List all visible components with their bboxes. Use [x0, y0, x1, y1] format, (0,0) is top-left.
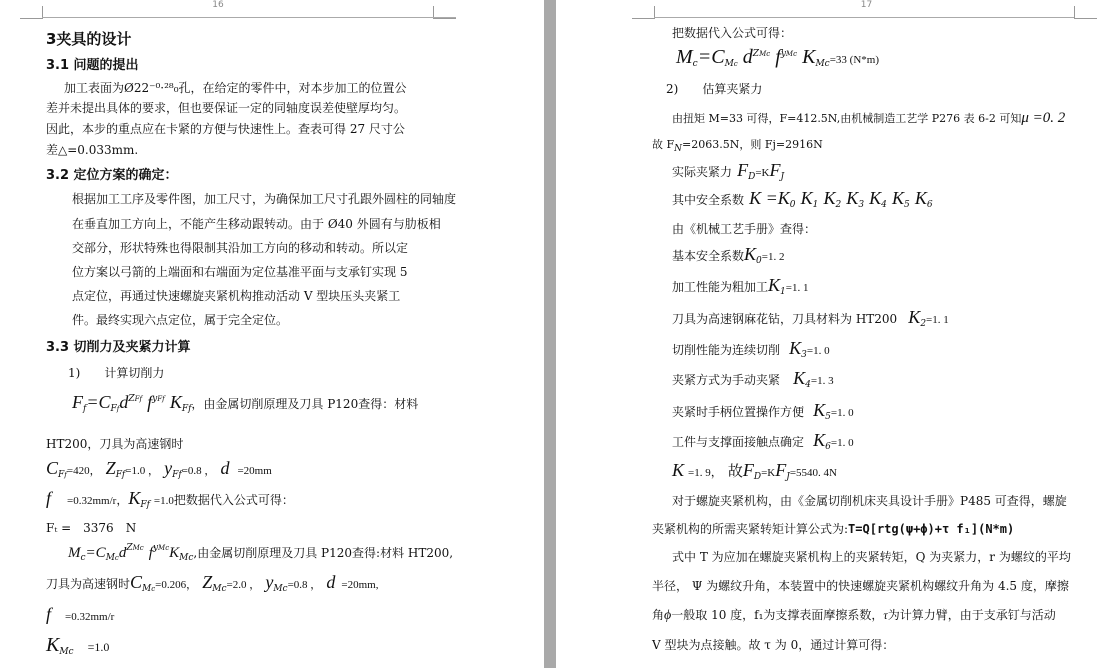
formula-subscript: 3: [858, 200, 865, 210]
cutting-force-result: Fₜ = 3376 N: [46, 521, 137, 535]
formula-subscript: 6: [825, 442, 831, 452]
formula-symbol: K: [46, 634, 60, 656]
formula-symbol: K: [802, 46, 816, 68]
formula-symbol: d: [118, 545, 127, 561]
formula-symbol: K: [744, 244, 757, 264]
formula-subscript: 2: [835, 200, 842, 210]
heading-3-3: 3.3 切削力及夹紧力计算: [46, 340, 191, 355]
formula-subscript: Ff: [181, 404, 192, 414]
formula-subscript: M: [142, 584, 152, 594]
formula-subscript: f: [116, 405, 120, 413]
formula-symbol: F: [769, 160, 781, 180]
parameter-line: [46, 458, 272, 480]
factor-label: 夹紧方式为手动夹紧: [672, 373, 781, 387]
formula-symbol: C: [130, 572, 143, 592]
formula-symbol: K: [800, 188, 813, 208]
factor-k2: [672, 307, 949, 329]
formula-subscript: 0: [756, 256, 762, 266]
factor-k4: [672, 368, 834, 390]
formula-symbol: f: [147, 392, 153, 412]
formula-symbol: f: [148, 545, 153, 561]
paragraph-line: 半径， Ψ 为螺纹升角，本装置中的快速螺旋夹紧机构螺纹升角为 4.5 度，摩擦: [652, 579, 1069, 593]
parameter-value: =420，: [66, 465, 101, 477]
formula-subscript: 4: [805, 380, 811, 390]
formula-symbol: d: [220, 458, 230, 478]
formula-symbol: K: [789, 338, 802, 358]
parameter-line: [46, 488, 294, 510]
factor-k3: [672, 338, 830, 360]
formula-symbol: K: [793, 368, 806, 388]
formula-subscript: 4: [881, 200, 887, 210]
parameter-line: [46, 604, 114, 625]
text-run: 一般取 10 度，f₁为支撑表面摩擦系数，: [671, 608, 884, 622]
formula-subscript: f: [83, 404, 87, 414]
formula-subscript: Mc: [212, 584, 227, 594]
text-run: 其中安全系数: [672, 193, 745, 207]
page-number: 17: [860, 0, 873, 10]
text-run: 由扭矩 M=33 可得，F=412.5N,由机械制造工艺学 P276 表 6-2 可知: [672, 112, 1022, 125]
paragraph-line: 在垂直加工方向上，不能产生移动跟转动。由于 Ø40 外圆有与肋板相: [72, 217, 441, 231]
formula-subscript: 3: [801, 350, 807, 360]
paragraph-line: 加工表面为Ø22⁻⁰·²⁸₀孔，在给定的零件中，对本步加工的位置公: [64, 81, 407, 95]
paragraph-line: 把数据代入公式可得：: [672, 26, 793, 40]
factor-label: 基本安全系数: [672, 249, 745, 263]
text-subscript: N: [674, 144, 683, 154]
formula-subscript: Ff: [115, 470, 126, 480]
formula-subscript: 5: [825, 412, 831, 422]
list-item: 2) 估算夹紧力: [666, 82, 763, 96]
factor-k1: [672, 275, 808, 297]
result-value: =5540. 4N: [789, 467, 837, 479]
formula-symbol: K: [891, 188, 904, 208]
factor-value: =1. 0: [830, 437, 854, 449]
formula-subscript: c: [80, 553, 86, 563]
clamping-force-line: [672, 160, 784, 182]
paragraph-line: 差△=0.033mm.: [46, 143, 139, 157]
torque-formula: [68, 542, 453, 563]
section-title: 3夹具的设计: [46, 30, 132, 48]
formula-subscript: M: [724, 59, 734, 69]
paragraph-line: [672, 110, 1065, 127]
formula-symbol: f: [46, 604, 52, 624]
paragraph-line: 根据加工工序及零件图，加工尺寸，为确保加工尺寸孔跟外圆柱的同轴度: [72, 192, 457, 206]
formula-symbol: M: [68, 545, 81, 561]
header-rule: [42, 17, 456, 18]
formula-superscript: Z: [128, 394, 135, 404]
formula-superscript: Z: [752, 49, 760, 59]
text-run: 角: [652, 608, 665, 622]
factor-value: =1. 3: [810, 375, 834, 387]
paragraph-line: 式中 T 为应加在螺旋夹紧机构上的夹紧转矩，Q 为夹紧力，r 为螺纹的平均: [672, 550, 1071, 564]
formula-symbol: F: [775, 460, 787, 480]
paragraph-line: 位方案以弓箭的上端面和右端面为定位基准平面与支承钉实现 5: [72, 265, 408, 279]
cutting-force-formula: [72, 392, 418, 414]
formula-subscript: Mc: [59, 647, 74, 657]
formula-superscript: Ff: [157, 395, 165, 403]
paragraph-line: 差并未提出具体的要求，但也要保证一定的同轴度误差使壁厚均匀。: [46, 101, 407, 115]
parameter-value: =0.8 ，: [181, 465, 216, 477]
factor-k5: [672, 400, 854, 422]
formula-symbol: K: [768, 275, 781, 295]
formula-value: =33 (N*m): [829, 54, 879, 66]
formula-subscript: 1: [812, 200, 819, 210]
formula-symbol: y: [164, 458, 173, 478]
friction-angle-symbol: ϕ: [664, 608, 672, 623]
parameter-value: =1.0: [87, 640, 110, 654]
parameter-value: =0.8 ，: [287, 579, 322, 591]
lever-arm-symbol: τ: [883, 608, 888, 622]
paragraph-line: 件。最终实现六点定位，属于完全定位。: [72, 313, 289, 327]
formula-subscript: 1: [780, 287, 786, 297]
screw-torque-formula: T=Q[rtg(ψ+ϕ)+τ f₁](N*m): [848, 522, 1015, 536]
text-run: 夹紧机构的所需夹紧转矩计算公式为:: [652, 522, 849, 536]
header-rule: [654, 17, 1074, 18]
formula-subscript: Ff: [140, 500, 150, 510]
paragraph-line: HT200，刀具为高速钢时: [46, 437, 184, 451]
paragraph-line: [652, 518, 1014, 537]
formula-subscript: J: [786, 472, 790, 482]
formula-symbol: K: [672, 460, 685, 480]
torque-result-formula: [676, 46, 879, 69]
formula-subscript: f: [64, 471, 67, 479]
separator: ，: [116, 493, 129, 507]
formula-symbol: d: [742, 46, 753, 68]
factor-value: =1. 9: [688, 467, 711, 479]
paragraph-line: 由《机械工艺手册》查得：: [672, 222, 817, 236]
formula-symbol: =C: [697, 46, 725, 68]
paragraph-line: V 型块为点接触。故 τ 为 0，通过计算可得：: [652, 638, 895, 652]
formula-subscript: Mc: [273, 584, 288, 594]
formula-symbol: K: [128, 488, 141, 508]
formula-symbol: M: [676, 46, 693, 68]
formula-superscript: Mc: [759, 50, 771, 58]
formula-superscript: Mc: [158, 544, 170, 552]
paragraph-line: 对于螺旋夹紧机构，由《金属切削机床夹具设计手册》P485 可查得，螺旋: [672, 494, 1067, 508]
formula-superscript: Mc: [785, 50, 797, 58]
paragraph-line: [652, 136, 823, 154]
formula-superscript: Ff: [134, 395, 143, 403]
text-run: 故 F: [652, 138, 675, 151]
formula-symbol: K: [869, 188, 882, 208]
parameter-value: =0.32mm/r: [65, 611, 115, 623]
formula-symbol: Z: [105, 458, 116, 478]
formula-superscript: y: [780, 49, 786, 59]
formula-subscript: c: [692, 59, 698, 69]
formula-subscript: D: [748, 172, 756, 182]
factor-value: =1. 0: [806, 345, 830, 357]
formula-symbol: K: [846, 188, 859, 208]
text-run: 故: [727, 464, 743, 480]
formula-symbol: K: [169, 545, 180, 561]
factor-label: 加工性能为粗加工: [672, 280, 769, 294]
formula-note: 把数据代入公式可得：: [173, 493, 294, 507]
formula-symbol: F: [72, 392, 83, 412]
formula-note: 刀具为高速钢时: [46, 577, 131, 591]
separator: ，: [710, 465, 723, 479]
formula-symbol: Z: [202, 572, 213, 592]
text-run: =2063.5N，则 Fj=2916N: [682, 138, 823, 151]
factor-label: 刀具为高速钢麻花钻，刀具材料为 HT200: [672, 312, 898, 326]
factor-value: =1. 1: [926, 314, 949, 326]
formula-symbol: F: [737, 160, 749, 180]
factor-label: 切削性能为连续切削: [672, 343, 781, 357]
formula-subscript: J: [780, 172, 785, 182]
formula-symbol: =C: [86, 392, 111, 412]
formula-subscript: c: [733, 60, 738, 68]
formula-symbol: K: [823, 188, 836, 208]
factor-label: 工件与支撑面接触点确定: [672, 435, 805, 449]
parameter-line: [46, 634, 109, 657]
parameter-value: =0.206，: [155, 579, 198, 591]
parameter-value: =2.0 ，: [226, 579, 261, 591]
document-page-17: [556, 0, 1117, 668]
formula-subscript: M: [105, 553, 115, 563]
paragraph-line: 点定位，再通过快速螺旋夹紧机构推动活动 V 型块压头夹紧工: [72, 289, 401, 303]
document-page-16: [0, 0, 544, 668]
formula-subscript: D: [753, 472, 762, 482]
formula-symbol: y: [265, 572, 274, 592]
formula-subscript: Ff: [172, 470, 182, 480]
factor-k0: [672, 244, 784, 266]
formula-symbol: K =K: [749, 188, 790, 208]
page-number: 16: [212, 0, 224, 10]
factor-value: =1. 0: [830, 407, 854, 419]
paragraph-line: 因此，本步的重点应在卡紧的方便与快速性上。查表可得 27 尺寸公: [46, 122, 405, 136]
list-item: 1) 计算切削力: [68, 366, 165, 380]
formula-symbol: K: [908, 307, 921, 327]
formula-subscript: 0: [789, 200, 796, 210]
parameter-value: =20mm,: [341, 579, 379, 591]
formula-superscript: y: [152, 543, 159, 553]
formula-subscript: F: [110, 404, 117, 414]
factor-label: 夹紧时手柄位置操作方便: [672, 405, 805, 419]
formula-symbol: d: [119, 392, 129, 412]
text-run: 实际夹紧力: [672, 165, 733, 179]
parameter-line: [46, 572, 378, 594]
formula-subscript: 5: [904, 200, 910, 210]
clamping-force-result: [672, 460, 837, 482]
formula-symbol: F: [742, 460, 754, 480]
formula-subscript: 2: [920, 319, 927, 329]
heading-3-2: 3.2 定位方案的确定：: [46, 168, 178, 183]
formula-subscript: c: [151, 585, 156, 593]
formula-superscript: Mc: [132, 544, 144, 552]
heading-3-1: 3.1 问题的提出: [46, 58, 139, 73]
formula-symbol: f: [775, 46, 781, 68]
formula-symbol: K: [169, 392, 182, 412]
formula-symbol: K: [813, 400, 826, 420]
formula-symbol: =K: [755, 167, 770, 179]
formula-superscript: Z: [126, 543, 133, 553]
formula-symbol: d: [326, 572, 336, 592]
formula-symbol: =K: [761, 467, 776, 479]
parameter-value: =0.32mm/r: [67, 495, 117, 507]
formula-note: ,由金属切削原理及刀具 P120查得:材料 HT200,: [193, 546, 454, 560]
parameter-value: =1.0 ，: [125, 465, 159, 477]
formula-superscript: y: [152, 394, 158, 404]
friction-coefficient: μ =0. 2: [1021, 110, 1066, 126]
paragraph-line: [652, 606, 1056, 624]
formula-subscript: c: [114, 554, 119, 562]
formula-subscript: F: [58, 470, 65, 480]
formula-symbol: =C: [85, 545, 106, 561]
factor-value: =1. 1: [785, 282, 809, 294]
formula-subscript: 6: [926, 200, 933, 210]
factor-k6: [672, 430, 854, 452]
formula-note: ，由金属切削原理及刀具 P120查得：材料: [191, 397, 419, 411]
formula-symbol: C: [46, 458, 59, 478]
formula-subscript: Mc: [815, 59, 830, 69]
formula-symbol: f: [46, 488, 52, 508]
paragraph-line: 交部分，形状特殊也得限制其沿加工方向的移动和转动。所以定: [72, 241, 409, 255]
formula-subscript: Mc: [179, 553, 194, 563]
safety-factor-line: [672, 188, 933, 210]
factor-value: =1. 2: [761, 251, 785, 263]
parameter-value: =1.0: [153, 495, 174, 507]
text-run: 为计算力臂，由于支承钉与活动: [887, 608, 1056, 622]
formula-symbol: K: [813, 430, 826, 450]
formula-symbol: K: [914, 188, 927, 208]
parameter-value: =20mm: [237, 465, 272, 477]
